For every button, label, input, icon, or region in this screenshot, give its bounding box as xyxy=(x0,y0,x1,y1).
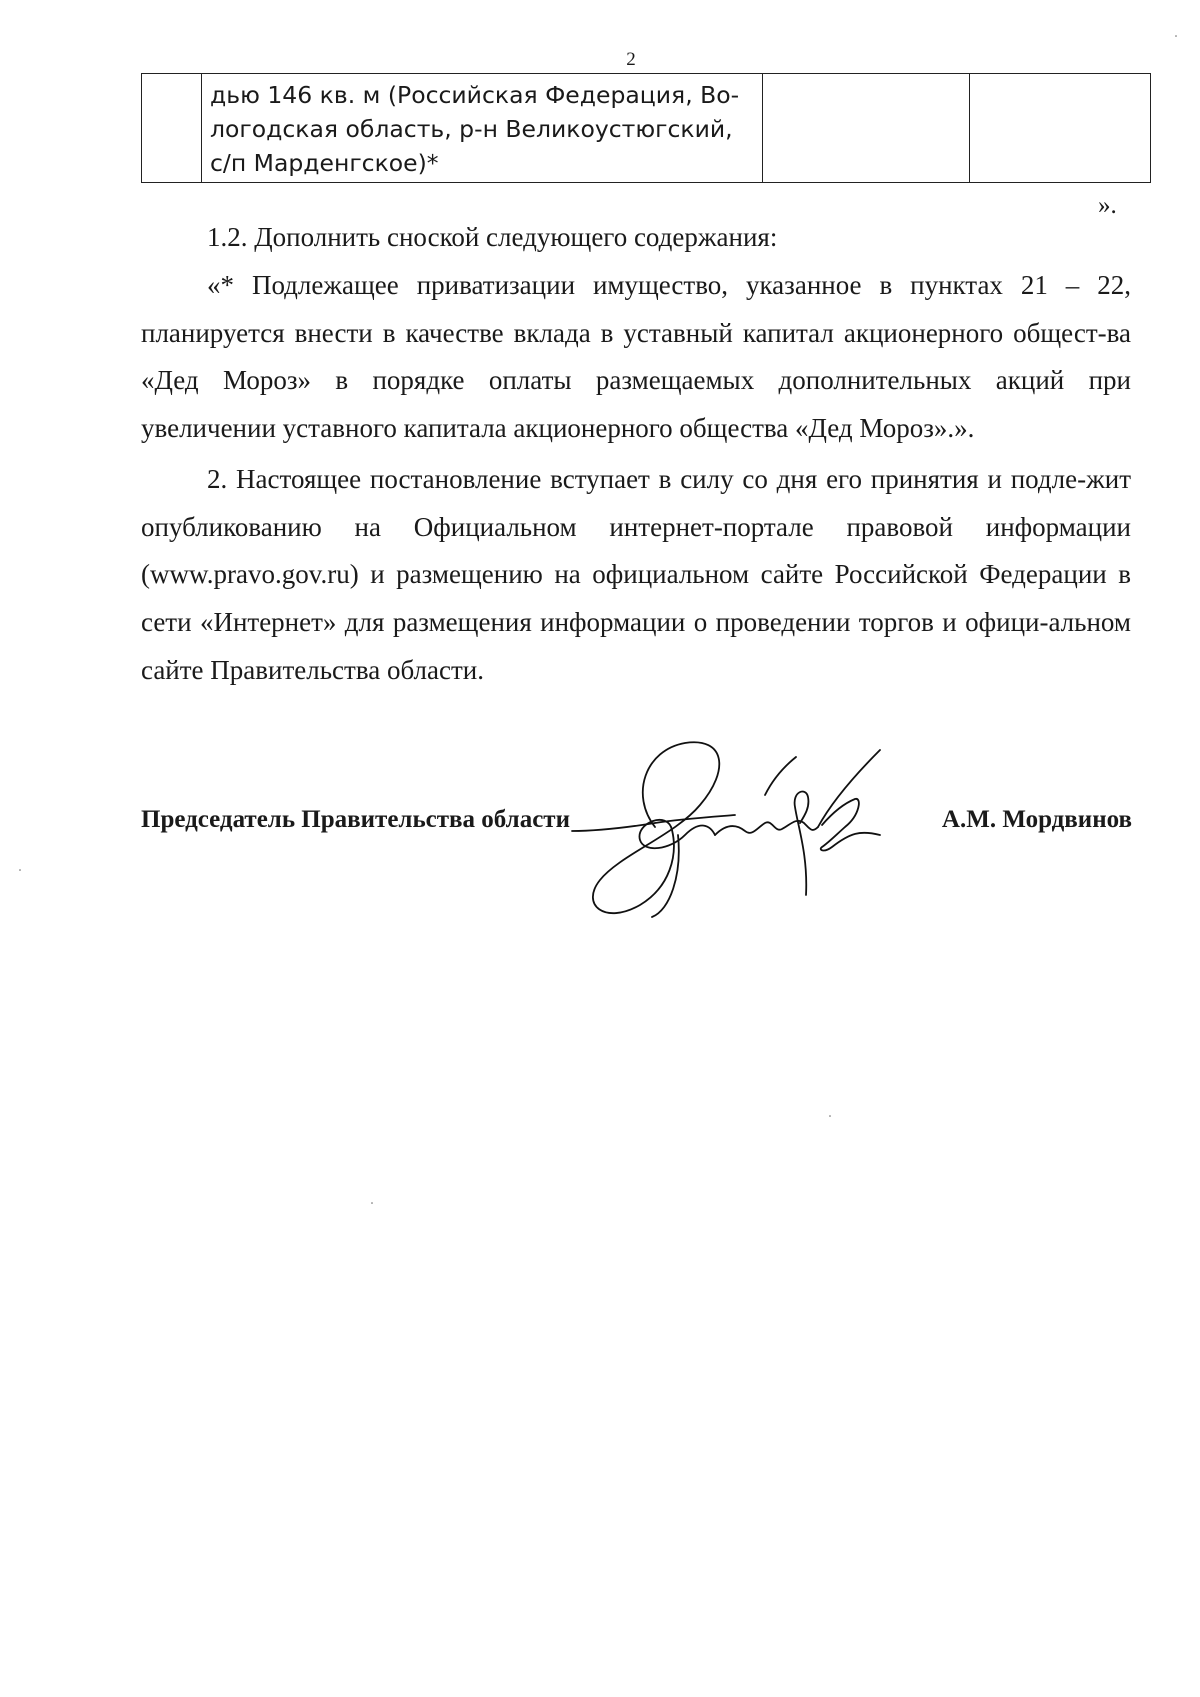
paragraph-footnote: «* Подлежащее приватизации имущество, указанное в пунктах 21 – 22, планируется внести в качестве вклада в уставный капитал акционерного общест-ва «Дед Мороз» в порядке оплаты размещаемых дополнительных акций при увеличении уставного капитала акционерного общества «Дед Мороз».». xyxy=(141,270,1131,444)
signatory-title: Председатель Правительства области xyxy=(141,806,570,833)
paragraph-2: 2. Настоящее постановление вступает в силу со дня его принятия и подле-жит опубликованию на Официальном интернет-портале правовой информации (www.pravo.gov.ru) и размещению на официальном сайте Российской Федерации в сети «Интернет» для размещения информации о проведении торгов и офици-альном сайте Правительства области. xyxy=(141,464,1131,685)
cell-text-line: дью 146 кв. м (Российская Федерация, Во- xyxy=(210,81,740,109)
cell-text-line: с/п Марденгское)* xyxy=(210,149,439,177)
signatory-name: А.М. Мордвинов xyxy=(941,806,1132,833)
paragraph-1-2: 1.2. Дополнить сноской следующего содержания: xyxy=(207,222,778,252)
cell-text-line: логодская область, р-н Великоустюгский, xyxy=(210,115,733,143)
page-number: 2 xyxy=(626,49,636,70)
table-closing-quote: ». xyxy=(1098,192,1117,219)
